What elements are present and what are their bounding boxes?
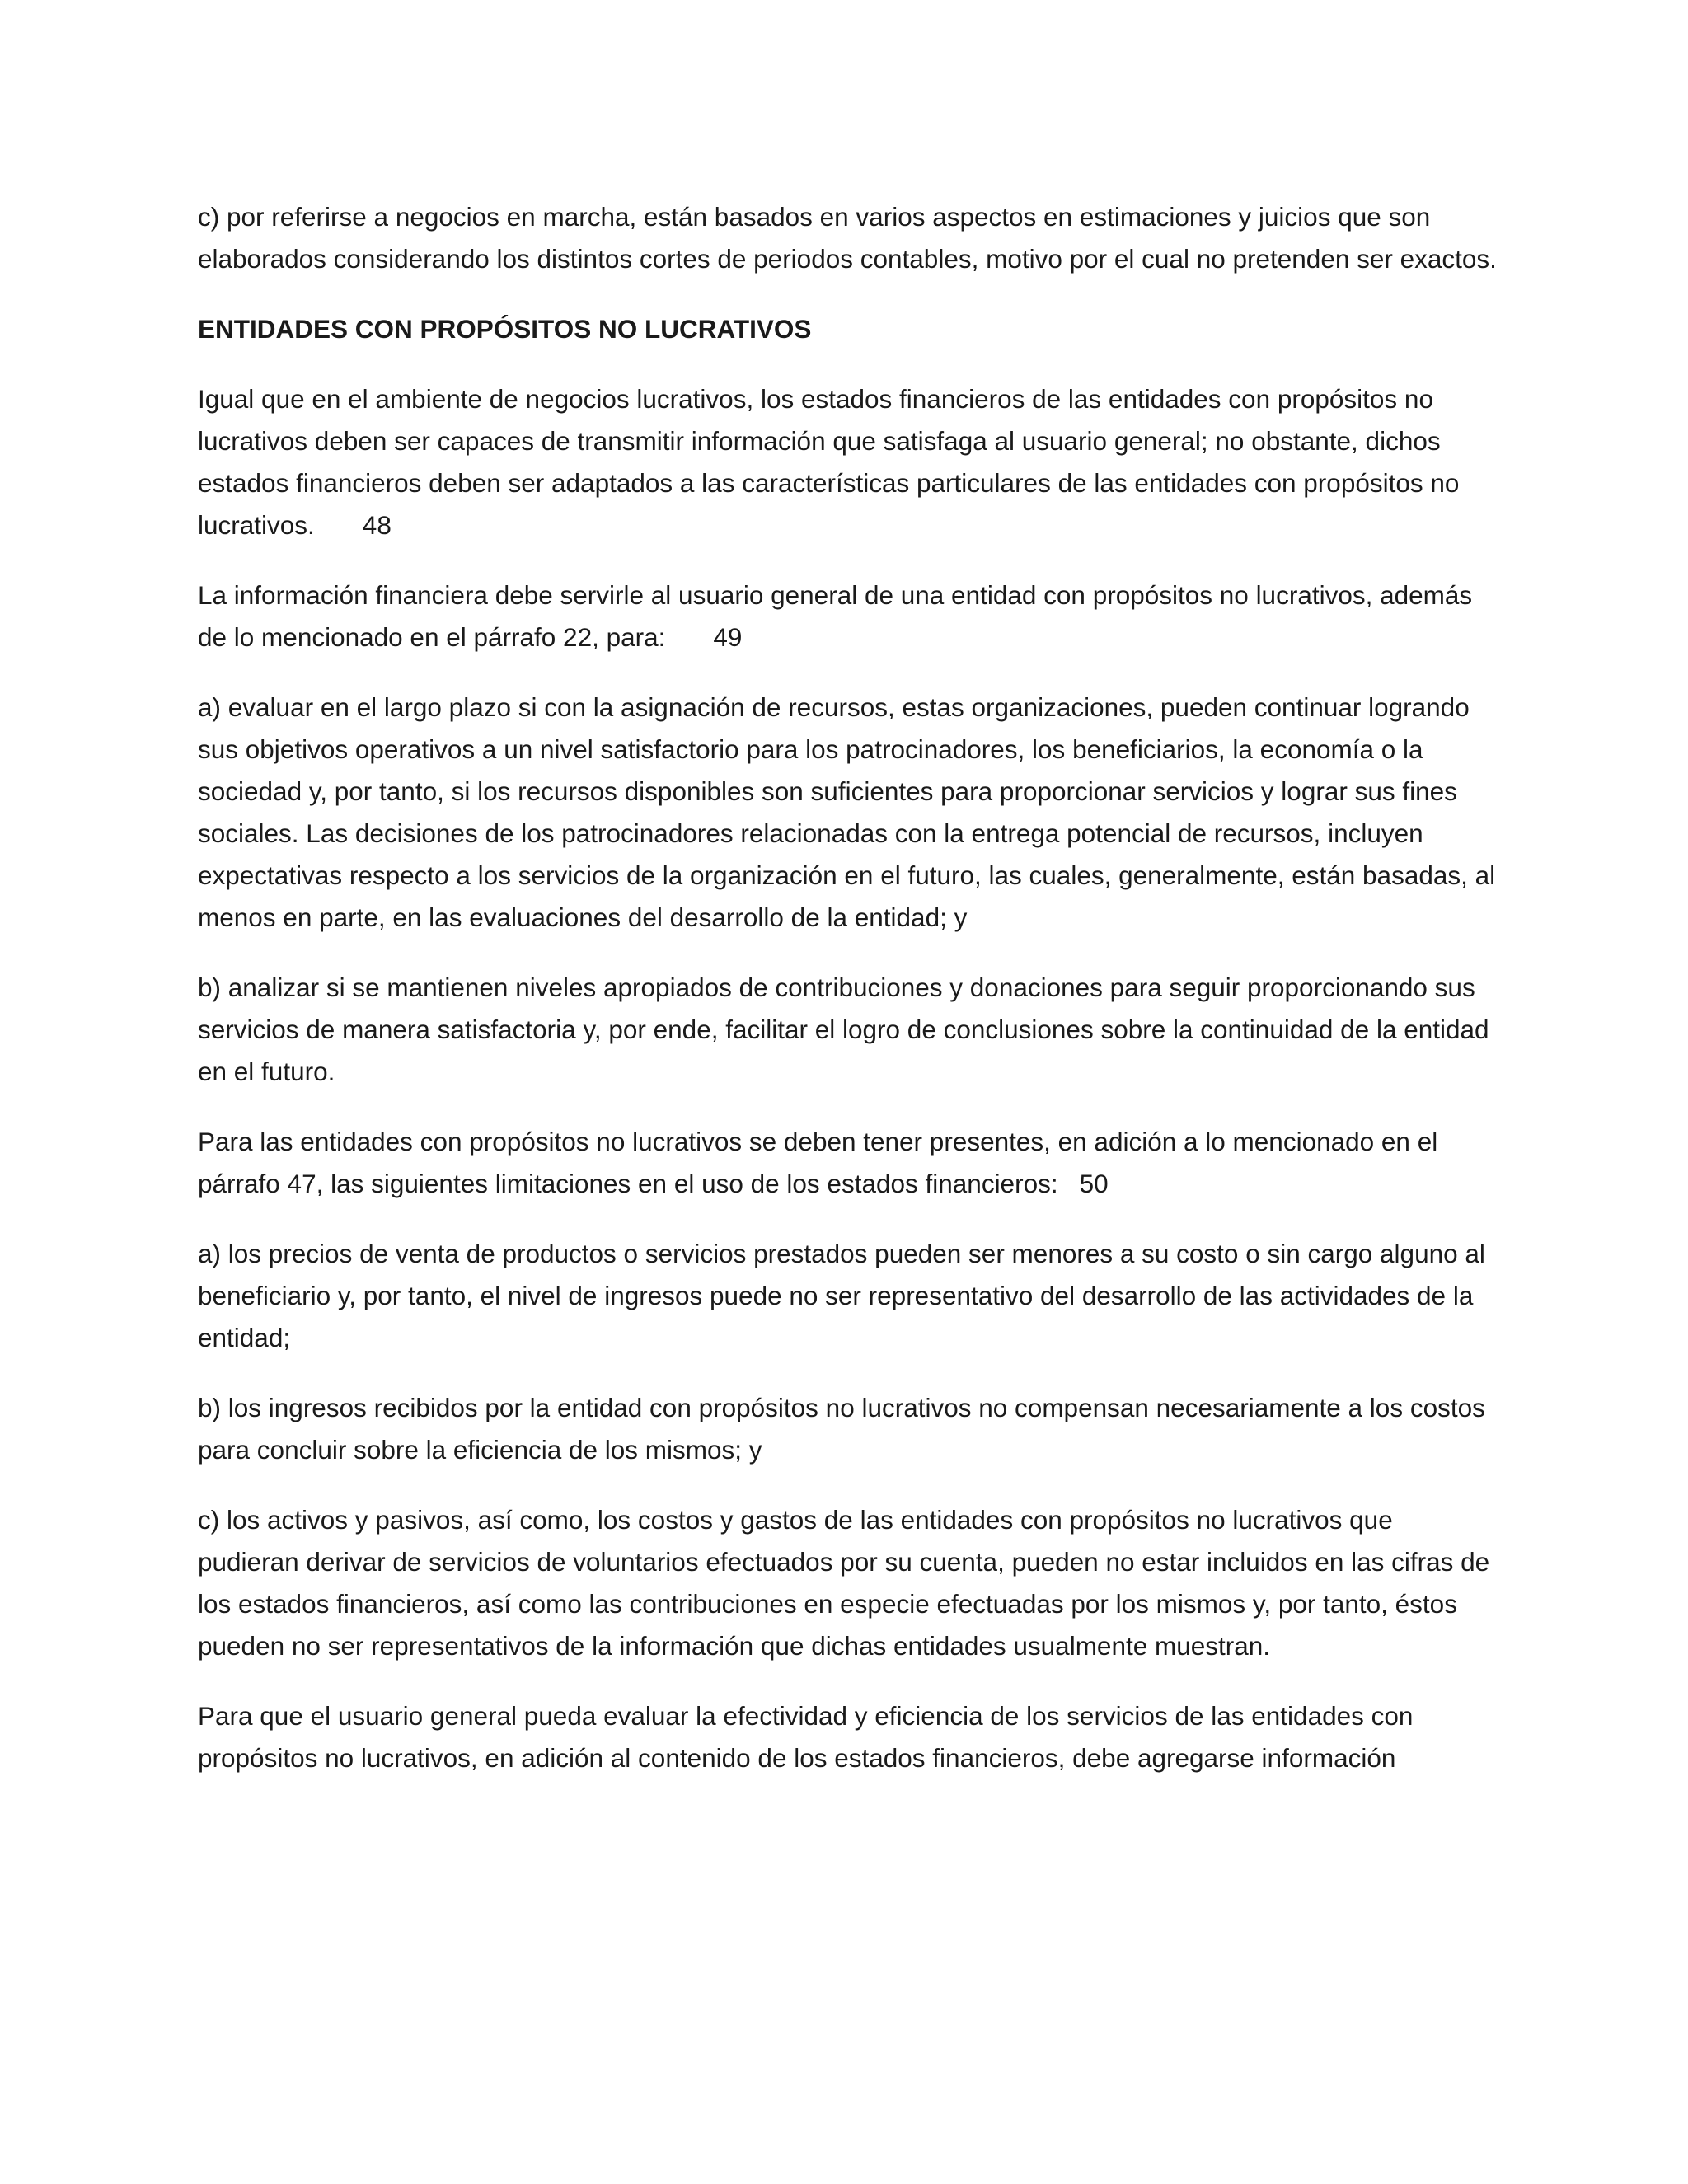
paragraph [198, 196, 1500, 280]
paragraph-text: b) analizar si se mantienen niveles apropiados de contribuciones y donaciones para seguir proporcionando sus servicios de manera satisfactoria y, por ende, facilitar el logro de conclusiones sobre la continuidad de la entidad en el futuro. [198, 972, 1489, 1086]
paragraph-text: a) los precios de venta de productos o servicios prestados pueden ser menores a su costo o sin cargo alguno al beneficiario y, por tanto, el nivel de ingresos puede no ser representativo del desarrollo de las actividades de la entidad; [198, 1239, 1485, 1352]
paragraph [198, 967, 1500, 1093]
paragraph-text: c) por referirse a negocios en marcha, están basados en varios aspectos en estimaciones y juicios que son elaborados considerando los distintos cortes de periodos contables, motivo por el cual no pretenden ser exactos. [198, 202, 1497, 274]
paragraph-text: Igual que en el ambiente de negocios lucrativos, los estados financieros de las entidades con propósitos no lucrativos deben ser capaces de transmitir información que satisfaga al usuario general; no obstante, dichos estados financieros deben ser adaptados a las características particulares de las entidades con propósitos no lucrativos. [198, 384, 1460, 540]
document-body [198, 196, 1500, 1807]
paragraph [198, 1233, 1500, 1359]
paragraph-number: 50 [1079, 1169, 1109, 1198]
paragraph-number: 49 [713, 622, 743, 652]
paragraph-number: 48 [362, 510, 392, 540]
paragraph-text: a) evaluar en el largo plazo si con la asignación de recursos, estas organizaciones, pueden continuar logrando sus objetivos operativos a un nivel satisfactorio para los patrocinadores, los beneficiarios, la economía o la sociedad y, por tanto, si los recursos disponibles son suficientes para proporcionar servicios y lograr sus fines sociales. Las decisiones de los patrocinadores relacionadas con la entrega potencial de recursos, incluyen expectativas respecto a los servicios de la organización en el futuro, las cuales, generalmente, están basadas, al menos en parte, en las evaluaciones del desarrollo de la entidad; y [198, 692, 1496, 932]
paragraph-text: c) los activos y pasivos, así como, los costos y gastos de las entidades con propósitos no lucrativos que pudieran derivar de servicios de voluntarios efectuados por su cuenta, pueden no estar incluidos en las cifras de los estados financieros, así como las contribuciones en especie efectuadas por los mismos y, por tanto, éstos pueden no ser representativos de la información que dichas entidades usualmente muestran. [198, 1505, 1490, 1661]
paragraph-text: La información financiera debe servirle al usuario general de una entidad con propósitos no lucrativos, además de lo mencionado en el párrafo 22, para: [198, 580, 1473, 652]
paragraph-text: Para las entidades con propósitos no lucrativos se deben tener presentes, en adición a lo mencionado en el párrafo 47, las siguientes limitaciones en el uso de los estados financieros: [198, 1127, 1438, 1198]
paragraph [198, 1499, 1500, 1667]
paragraph [198, 1387, 1500, 1471]
paragraph [198, 1121, 1500, 1205]
paragraph [198, 687, 1500, 939]
paragraph-text: b) los ingresos recibidos por la entidad con propósitos no lucrativos no compensan necesariamente a los costos para concluir sobre la eficiencia de los mismos; y [198, 1393, 1485, 1465]
paragraph [198, 378, 1500, 546]
paragraph [198, 574, 1500, 658]
paragraph [198, 1695, 1500, 1779]
paragraph-text: Para que el usuario general pueda evaluar la efectividad y eficiencia de los servicios de las entidades con propósitos no lucrativos, en adición al contenido de los estados financieros, debe agregarse información [198, 1701, 1414, 1773]
section-heading [198, 308, 1500, 350]
section-heading-text: ENTIDADES CON PROPÓSITOS NO LUCRATIVOS [198, 314, 812, 344]
